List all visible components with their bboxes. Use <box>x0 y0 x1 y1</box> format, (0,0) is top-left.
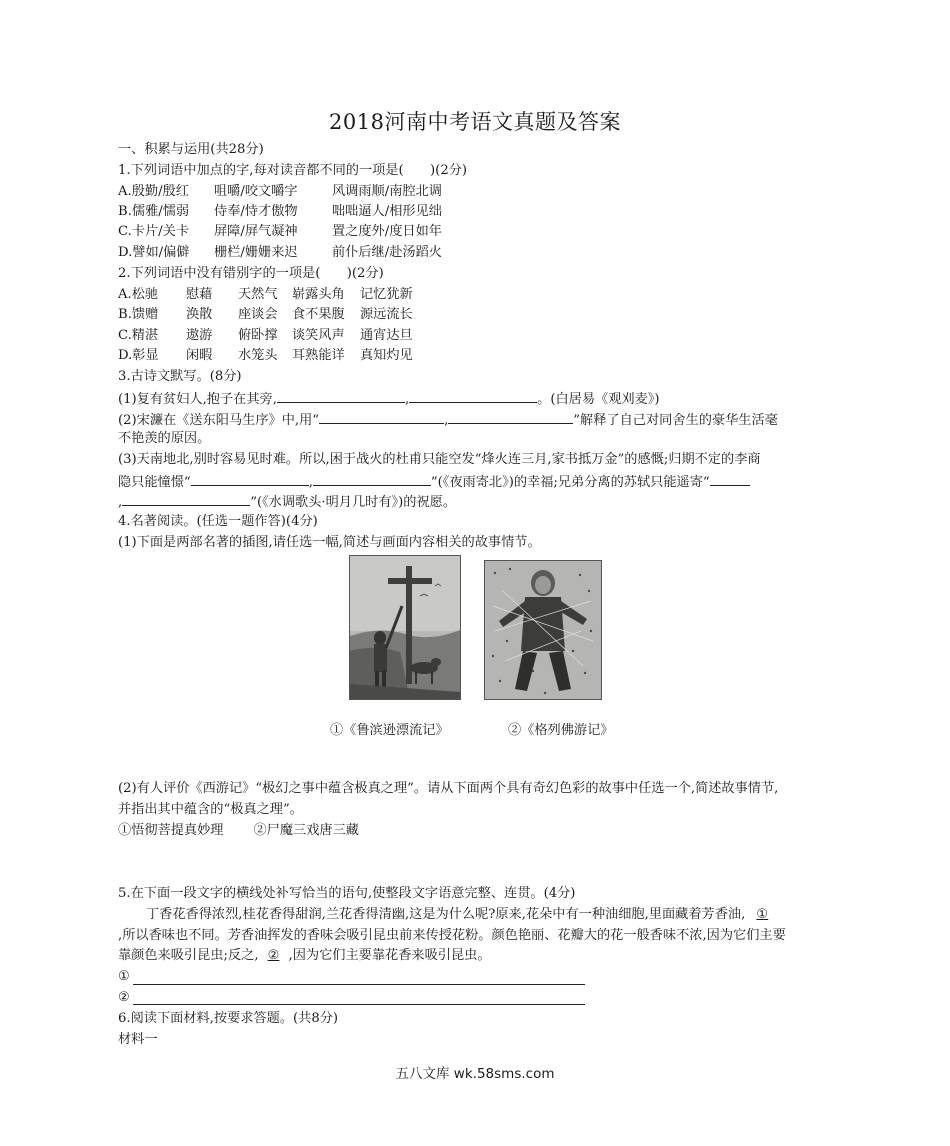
q3-p3-text-c: ”(《夜雨寄北》)的幸福;兄弟分离的苏轼只能遥寄“ <box>430 475 710 490</box>
section-heading: 一、积累与运用(共28分) <box>118 142 264 157</box>
q3-part2-cont: 不艳羡的原因。 <box>118 431 211 446</box>
q2-b-1: B.馈赠 <box>118 307 159 322</box>
q3-p3-text-d: ”(《水调歌头·明月几时有》)的祝愿。 <box>250 495 457 510</box>
q1-a-1: A.殷勤/殷红 <box>118 184 189 199</box>
q3-blank-1[interactable] <box>277 389 405 403</box>
q5-blank-1[interactable]: ① <box>756 907 769 922</box>
q1-d-2: 栅栏/姗姗来迟 <box>214 245 298 260</box>
q2-a-2: 慰藉 <box>186 287 213 302</box>
q3-blank-4[interactable] <box>448 410 573 424</box>
q3-part3-end: , ”(《水调歌头·明月几时有》)的祝愿。 <box>118 492 456 512</box>
q1-option-c <box>118 223 442 241</box>
q3-blank-6[interactable] <box>313 472 431 486</box>
footer-watermark: 五八文库 wk.58sms.com <box>395 1066 555 1082</box>
q3-blank-5[interactable] <box>191 472 309 486</box>
caption-gulliver: ②《格列佛游记》 <box>508 723 614 738</box>
q6-stem: 6.阅读下面材料,按要求答题。(共8分) <box>118 1011 339 1026</box>
q4-option-2: ②尸魔三戏唐三藏 <box>253 823 359 838</box>
q1-option-d <box>118 244 442 262</box>
q2-b-3: 座谈会 <box>238 307 278 322</box>
q1-b-3: 咄咄逼人/相形见绌 <box>332 204 442 219</box>
q3-blank-8[interactable] <box>122 492 250 506</box>
q1-option-b <box>118 203 442 221</box>
q1-stem: 1.下列词语中加点的字,每对读音都不同的一项是( )(2分) <box>118 163 468 178</box>
q5-answer-1-label: ① <box>118 969 130 984</box>
q4-stem: 4.名著阅读。(任选一题作答)(4分) <box>118 514 318 529</box>
q2-c-3: 俯卧撑 <box>238 328 278 343</box>
robinson-crusoe-picture <box>350 556 460 699</box>
q4-option-1: ①悟彻菩提真妙理 <box>118 823 224 838</box>
q1-d-1: D.譬如/偏僻 <box>118 245 190 260</box>
q1-a-3: 风调雨顺/南腔北调 <box>332 184 442 199</box>
q3-p1-source: 。(白居易《观刈麦》) <box>537 392 660 407</box>
q3-p2-text-b: ”解释了自己对同舍生的豪华生活毫 <box>573 413 778 428</box>
q2-option-d <box>118 347 413 365</box>
page-title: 2018河南中考语文真题及答案 <box>329 110 621 134</box>
q2-c-2: 遨游 <box>186 328 213 343</box>
q1-b-1: B.儒雅/懦弱 <box>118 204 190 219</box>
q5-answer-2-line[interactable] <box>133 1003 585 1005</box>
q2-c-1: C.精湛 <box>118 328 159 343</box>
caption-robinson: ①《鲁滨逊漂流记》 <box>330 723 449 738</box>
q4-part2: (2)有人评价《西游记》“极幻之事中蕴含极真之理”。请从下面两个具有奇幻色彩的故事中任选一个,简述故事情节, <box>118 781 779 796</box>
q1-d-3: 前仆后继/赴汤蹈火 <box>332 245 442 260</box>
q1-c-3: 置之度外/度日如年 <box>332 224 442 239</box>
q5-para-line2: ,所以香味也不同。芳香油挥发的香味会吸引昆虫前来传授花粉。颜色艳丽、花瓣大的花一般香味不浓,因为它们主要 <box>118 928 786 943</box>
q1-c-1: C.卡片/关卡 <box>118 224 190 239</box>
q2-option-a <box>118 286 413 304</box>
q2-b-2: 涣散 <box>186 307 213 322</box>
q4-part2-options <box>118 822 359 840</box>
q5-blank-2[interactable]: ② <box>267 948 280 963</box>
q3-part1: (1)复有贫妇人,抱子在其旁, , 。(白居易《观刈麦》) <box>118 389 660 409</box>
q2-a-4: 崭露头角 <box>292 287 345 302</box>
q2-c-4: 谈笑风声 <box>292 328 345 343</box>
q2-option-c <box>118 327 413 345</box>
q2-stem: 2.下列词语中没有错别字的一项是( )(2分) <box>118 266 384 281</box>
q2-d-4: 耳熟能详 <box>292 348 345 363</box>
q5-para-line3 <box>118 947 491 965</box>
q4-part1: (1)下面是两部名著的插图,请任选一幅,简述与画面内容相关的故事情节。 <box>118 535 541 550</box>
q1-c-2: 屏障/屏气凝神 <box>214 224 298 239</box>
q2-b-5: 源远流长 <box>360 307 413 322</box>
q2-b-4: 食不果腹 <box>292 307 345 322</box>
q2-d-5: 真知灼见 <box>360 348 413 363</box>
q2-c-5: 通宵达旦 <box>360 328 413 343</box>
q2-option-b <box>118 306 413 324</box>
q5-text-1: 丁香花香得浓烈,桂花香得甜润,兰花香得清幽,这是为什么呢?原来,花朵中有一种油细胞,里面藏着芳香油, <box>146 907 746 922</box>
robinson-crusoe-illustration <box>349 555 461 700</box>
q3-p1-text: (1)复有贫妇人,抱子在其旁, <box>118 392 277 407</box>
q2-d-2: 闲暇 <box>186 348 213 363</box>
q5-answer-2-label: ② <box>118 990 130 1005</box>
q5-answer-1-line[interactable] <box>133 983 585 985</box>
gulliver-picture <box>485 561 601 699</box>
q1-b-2: 侍奉/恃才傲物 <box>214 204 298 219</box>
q3-part3: (3)天南地北,别时容易见时难。所以,困于战火的杜甫只能空发“烽火连三月,家书抵万金”的感慨;归期不定的李商 <box>118 452 761 467</box>
q2-d-1: D.彰显 <box>118 348 159 363</box>
q5-para-line1 <box>146 906 779 924</box>
gulliver-travels-illustration <box>484 560 602 700</box>
q5-stem: 5.在下面一段文字的横线处补写恰当的语句,使整段文字语意完整、连贯。(4分) <box>118 886 576 901</box>
q2-a-3: 天然气 <box>238 287 278 302</box>
q3-p2-text: (2)宋濂在《送东阳马生序》中,用“ <box>118 413 320 428</box>
q5-text-3: 靠颜色来吸引昆虫;反之, <box>118 948 259 963</box>
q2-a-5: 记忆犹新 <box>360 287 413 302</box>
q3-stem: 3.古诗文默写。(8分) <box>118 369 242 384</box>
q6-material-label: 材料一 <box>118 1032 158 1047</box>
q3-blank-3[interactable] <box>319 410 444 424</box>
q3-p3-text-b: 隐只能憧憬“ <box>118 475 191 490</box>
q3-part2: (2)宋濂在《送东阳马生序》中,用“ , ”解释了自己对同舍生的豪华生活毫 <box>118 410 778 430</box>
q5-text-4: ,因为它们主要靠花香来吸引昆虫。 <box>288 948 491 963</box>
q1-a-2: 咀嚼/咬文嚼字 <box>214 184 298 199</box>
q3-part3-cont: 隐只能憧憬“ , ”(《夜雨寄北》)的幸福;兄弟分离的苏轼只能遥寄“ <box>118 472 750 492</box>
q2-a-1: A.松驰 <box>118 287 159 302</box>
q2-d-3: 水笼头 <box>238 348 278 363</box>
q1-option-a <box>118 183 442 201</box>
q4-part2-cont: 并指出其中蕴含的“极真之理”。 <box>118 802 303 817</box>
q3-blank-2[interactable] <box>409 389 537 403</box>
q3-blank-7a[interactable] <box>710 472 750 486</box>
